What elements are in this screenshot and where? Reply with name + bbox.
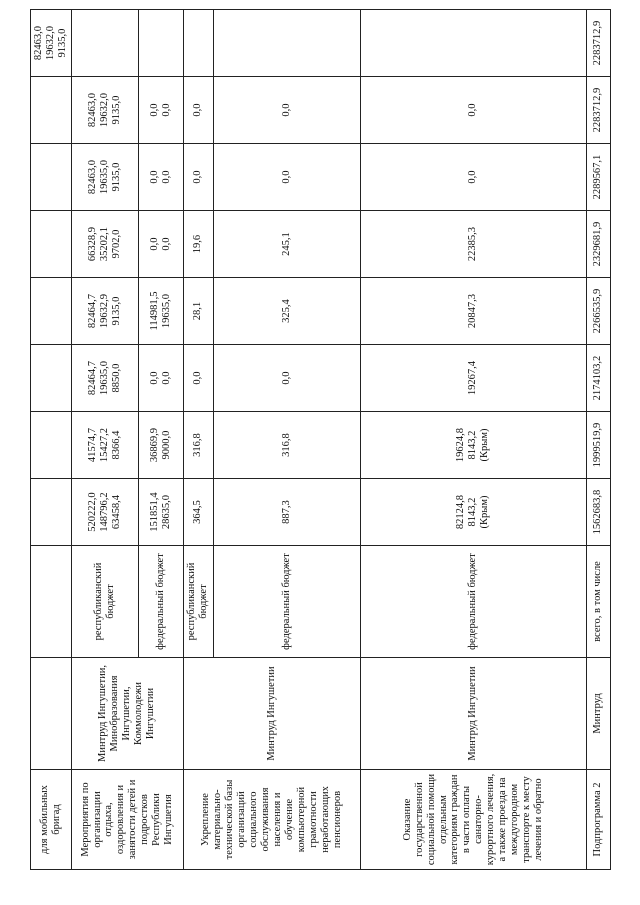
table-row xyxy=(71,10,138,870)
value-cell: 325,4 xyxy=(213,278,360,345)
value-cell: 19,6 xyxy=(183,211,213,278)
value-cell: 1562683,8 xyxy=(586,479,610,546)
value-cell: 0,0 0,0 xyxy=(138,77,183,144)
value-cell: 520222,0 148796,2 63458,4 xyxy=(71,479,138,546)
budget-table xyxy=(30,9,611,870)
value-cell: 0,0 xyxy=(183,144,213,211)
budget-source-cell: республиканский бюджет xyxy=(71,546,138,658)
value-cell: 2283712,9 xyxy=(586,10,610,77)
value-cell: 364,5 xyxy=(183,479,213,546)
value-cell: 0,0 0,0 xyxy=(138,144,183,211)
value-cell xyxy=(213,10,360,77)
value-cell: 19267,4 xyxy=(360,345,586,412)
value-cell: 22385,3 xyxy=(360,211,586,278)
table-row xyxy=(586,10,610,870)
value-cell xyxy=(31,144,72,211)
value-cell xyxy=(31,278,72,345)
value-cell xyxy=(71,10,138,77)
value-cell: 0,0 xyxy=(360,144,586,211)
value-cell: 20847,3 xyxy=(360,278,586,345)
value-cell: 0,0 0,0 xyxy=(138,345,183,412)
value-cell: 0,0 xyxy=(183,77,213,144)
value-cell: 82463,0 19632,0 9135,0 xyxy=(31,10,72,77)
value-cell: 36869,9 9000,0 xyxy=(138,412,183,479)
value-cell: 66328,9 35202,1 9702,0 xyxy=(71,211,138,278)
executor-cell: Минтруд xyxy=(586,658,610,770)
value-cell: 245,1 xyxy=(213,211,360,278)
program-name-cell: для мобильных бригад xyxy=(31,770,72,870)
value-cell: 316,8 xyxy=(183,412,213,479)
value-cell: 2283712,9 xyxy=(586,77,610,144)
value-cell xyxy=(31,77,72,144)
value-cell: 0,0 0,0 xyxy=(138,211,183,278)
table-row xyxy=(183,10,213,870)
value-cell: 2174103,2 xyxy=(586,345,610,412)
value-cell xyxy=(31,345,72,412)
value-cell xyxy=(31,211,72,278)
program-name-cell: Мероприятия по организации отдыха, оздоровления и занятости детей и подростков Республики Ингушетия xyxy=(71,770,183,870)
value-cell xyxy=(31,412,72,479)
executor-cell: Минтруд Ингушетии xyxy=(360,658,586,770)
budget-source-cell: федеральный бюджет xyxy=(213,546,360,658)
value-cell: 28,1 xyxy=(183,278,213,345)
value-cell xyxy=(183,10,213,77)
program-name-cell: Подпрограмма 2 xyxy=(586,770,610,870)
value-cell: 0,0 xyxy=(183,345,213,412)
value-cell xyxy=(138,10,183,77)
budget-source-cell: республиканский бюджет xyxy=(183,546,213,658)
program-name-cell: Укрепление материально-технической базы организаций социального обслуживания населения и обучение компьютерной грамотности неработающих пенсионеров xyxy=(183,770,360,870)
executor-cell: Минтруд Ингушетии xyxy=(183,658,360,770)
value-cell: 2329681,9 xyxy=(586,211,610,278)
value-cell: 2266535,9 xyxy=(586,278,610,345)
value-cell: 19624,8 8143,2 (Крым) xyxy=(360,412,586,479)
budget-source-cell xyxy=(31,546,72,658)
executor-cell xyxy=(31,658,72,770)
budget-source-cell: федеральный бюджет xyxy=(360,546,586,658)
value-cell: 0,0 xyxy=(213,345,360,412)
value-cell: 2289567,1 xyxy=(586,144,610,211)
value-cell xyxy=(360,10,586,77)
budget-source-cell: всего, в том числе xyxy=(586,546,610,658)
value-cell: 41574,7 15427,2 8366,4 xyxy=(71,412,138,479)
value-cell: 0,0 xyxy=(213,77,360,144)
table-row xyxy=(31,10,72,870)
value-cell: 316,8 xyxy=(213,412,360,479)
value-cell xyxy=(31,479,72,546)
value-cell: 887,3 xyxy=(213,479,360,546)
executor-cell: Минтруд Ингушетии, Минобразования Ингушетии, Коммолодежи Ингушетии xyxy=(71,658,183,770)
rotated-table-wrapper xyxy=(30,10,610,870)
value-cell: 82463,0 19632,0 9135,0 xyxy=(71,77,138,144)
value-cell: 82464,7 19632,9 9135,0 xyxy=(71,278,138,345)
value-cell: 151851,4 28635,0 xyxy=(138,479,183,546)
table-row xyxy=(360,10,586,870)
value-cell: 82124,8 8143,2 (Крым) xyxy=(360,479,586,546)
value-cell: 0,0 xyxy=(213,144,360,211)
value-cell: 82463,0 19635,0 9135,0 xyxy=(71,144,138,211)
value-cell: 114981,5 19635,0 xyxy=(138,278,183,345)
program-name-cell: Оказание государственной социальной помощи отдельным категориям граждан в части оплаты санаторно-курортного лечения, а также проезда на междугородном транспорте к месту лечения и обратно xyxy=(360,770,586,870)
value-cell: 1999519,9 xyxy=(586,412,610,479)
value-cell: 82464,7 19635,0 8850,0 xyxy=(71,345,138,412)
value-cell: 0,0 xyxy=(360,77,586,144)
budget-source-cell: федеральный бюджет xyxy=(138,546,183,658)
